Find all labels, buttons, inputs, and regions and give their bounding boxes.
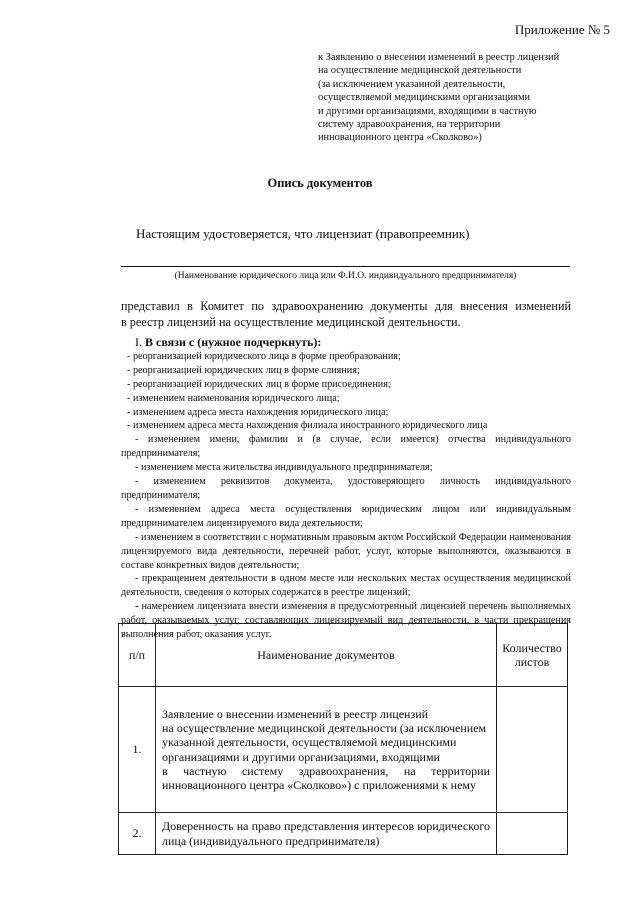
reasons-header-text: В связи с (нужное подчеркнуть): [145,335,322,349]
reason-item: - реорганизацией юридического лица в форме преобразования; [127,350,401,362]
reason-item: - реорганизацией юридических лиц в форме присоединения; [127,378,391,390]
reason-item: - изменением адреса места нахождения юридического лица; [127,406,389,418]
recipient-line: на осуществление медицинской деятельности [318,65,522,77]
page-title: Опись документов [267,176,373,190]
recipient-block [318,51,598,145]
recipient-line: осуществляемой медицинскими организациями [318,92,531,104]
row-number: 2. [119,813,156,855]
presented-line: в реестр лицензий на осуществление медицинской деятельности. [121,314,461,329]
document-name-line: инновационного центра «Сколково») с приложениями к нему [162,778,477,793]
presented-line: представил в Комитет по здравоохранению документы для внесения изменений [121,299,571,313]
recipient-line: инновационного центра «Сколково») [318,132,482,144]
document-name-line: лица (индивидуального предпринимателя) [162,833,380,848]
reason-item: - изменением наименования юридического лица; [127,392,340,404]
column-header-quantity: Количество листов [497,624,568,687]
reason-item: - изменением реквизитов документа, удостоверяющего личность индивидуального предпринимателя; [121,476,571,501]
reason-item: - изменением адреса места нахождения филиала иностранного юридического лица [127,420,488,432]
document-name-line: указанной деятельности, осуществляемой медицинскими [162,735,457,750]
document-name-line: Доверенность на право представления интересов юридического [162,819,490,834]
reason-item: - реорганизацией юридических лиц в форме слияния; [127,364,360,376]
document-name-line: Заявление о внесении изменений в реестр лицензий [162,706,429,721]
presented-text [121,299,571,330]
reason-item: - прекращением деятельности в одном месте или нескольких местах осуществления медицинской деятельности, сведения о которых содержатся в реестре лицензий; [121,573,571,599]
reason-item: - намерением лицензиата внести изменения в предусмотренный лицензией перечень выполняемых работ, оказываемых услуг, составляющих лицензируемый вид деятельности, в части прекращения выполнения работ, оказания услуг. [121,601,571,641]
intro-text: Настоящим удостоверяется, что лицензиат (правопреемник) [136,226,470,241]
table-row [119,813,568,855]
reason-item: - изменением имени, фамилии и (в случае, если имеется) отчества индивидуального предпринимателя; [121,434,571,460]
reasons-header-prefix: I. [135,335,145,349]
signature-line [121,266,570,267]
reasons-list [121,336,571,642]
table-header-row [119,624,568,687]
reason-item: - изменением места жительства индивидуального предпринимателя; [135,462,433,474]
column-header-number: п/п [119,624,156,687]
recipient-line: к Заявлению о внесении изменений в реестр лицензий [318,52,560,63]
document-name-line: организациями и другими организациями, входящими [162,749,440,764]
documents-table [118,623,568,855]
document-name-line: в частную систему здравоохранения, на территории [162,763,490,778]
document-name [156,687,497,813]
sheet-count [497,687,568,813]
annex-label: Приложение № 5 [514,22,610,37]
table-row [119,687,568,813]
recipient-line: и другими организациями, входящими в частную [318,105,537,117]
reason-item: - изменением в соответствии с нормативным правовым актом Российской Федерации наименования лицензируемого вида деятельности, перечней работ, услуг, которые выполняются, оказываются в составе конкретных видов деятельности; [121,531,571,571]
document-name-line: на осуществление медицинской деятельности (за исключением [162,720,487,735]
column-header-name: Наименование документов [156,624,497,687]
reasons-header [121,336,571,350]
recipient-line: систему здравоохранения, на территории [318,119,501,131]
document-name [156,813,497,855]
reason-item: - изменением адреса места осуществления юридическим лицом или индивидуальным предпринимателем лицензируемого вида деятельности; [121,503,571,529]
row-number: 1. [119,687,156,813]
recipient-line: (за исключением указанной деятельности, [318,78,506,90]
signature-caption: (Наименование юридического лица или Ф.И.О. индивидуального предпринимателя) [174,271,517,281]
sheet-count [497,813,568,855]
